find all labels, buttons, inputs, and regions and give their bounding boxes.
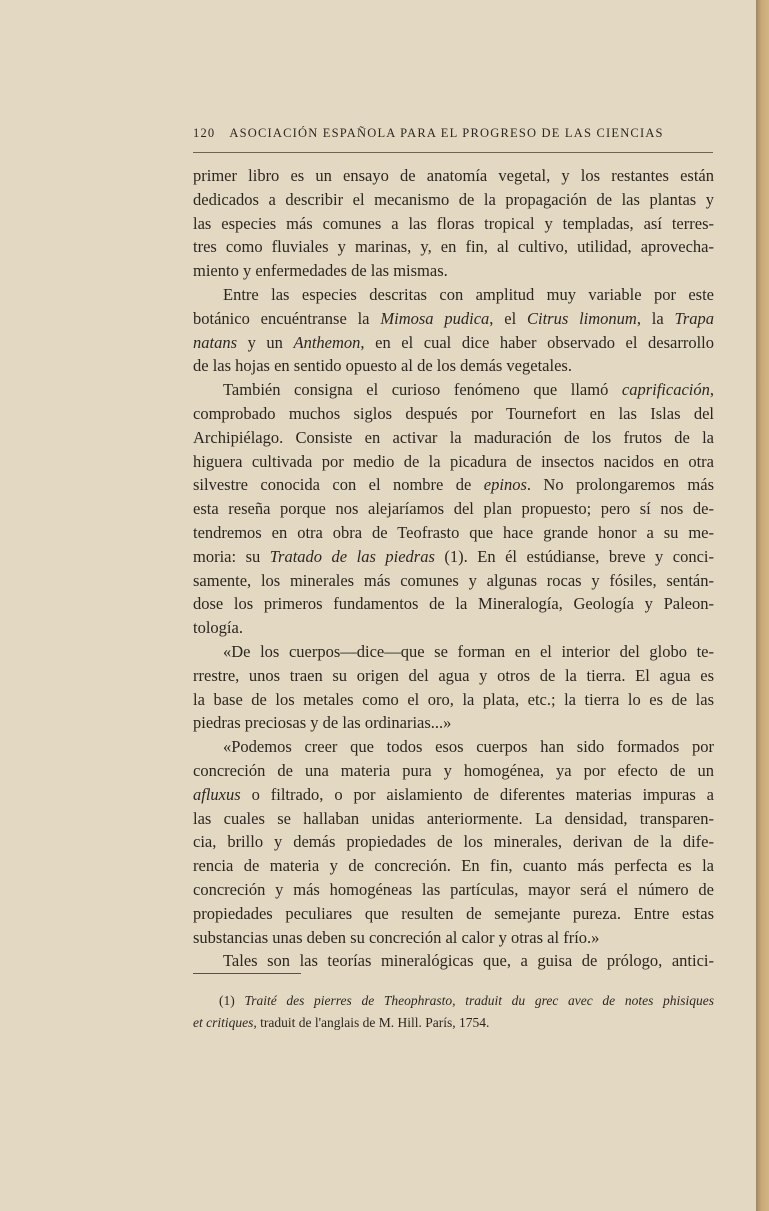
footnote-marker: (1) (219, 993, 235, 1008)
body-text (193, 164, 714, 973)
paragraph-1: primer libro es un ensayo de anatomía vegetal, y los restantes están dedicados a describir el mecanismo de la propagación de las plantas y las especies más comunes a las floras tropical y templadas, así terres- tres como fluviales y marinas, y, en fin, al cultivo, utilidad, aprovecha- (193, 166, 714, 257)
page-number: 120 (193, 126, 216, 140)
footnote (193, 990, 714, 1034)
paragraph-4: «De los cuerpos—dice—que se forman en el interior del globo te- rrestre, unos traen su origen del agua y otros de la tierra. El agua es la base de los metales como el oro, la plata, etc.; la tierra lo es de las (193, 641, 714, 709)
footnote-line-1 (193, 990, 714, 1012)
footnote-rule (193, 973, 301, 974)
paragraph-2: Entre las especies descritas con amplitud muy variable por este botánico encuéntranse la Mimosa pudica, el Citrus limonum, la Trapa natans y un Anthemon, en el cual dice haber observado el desarrollo (193, 284, 714, 352)
paragraph-3-end: tología. (193, 618, 243, 638)
paragraph-5: «Podemos creer que todos esos cuerpos han sido formados por concreción de una materia pura y homogénea, ya por efecto de un afluxus o filtrado, o por aislamiento de diferentes materias impuras a las cuales se hallaban unidas anteriormente. La densidad, transparen- cia, brillo y demás propiedades de los minerales, derivan de la dife- rencia de materia y de concreción. En fin, cuanto más perfecta es la concreción y más homogéneas las partículas, mayor será el número de propiedades peculiares que resulten de semejante pureza. Entre estas (193, 737, 714, 923)
footnote-line-2: et critiques, traduit de l'anglais de M. Hill. París, 1754. (193, 1015, 490, 1030)
footnote-title: Traité des pierres de Theophrasto, traduit du grec avec de notes phisiques (244, 993, 714, 1008)
paragraph-1-end: miento y enfermedades de las mismas. (193, 261, 448, 281)
paragraph-3: También consigna el curioso fenómeno que llamó caprificación, comprobado muchos siglos después por Tournefort en las Islas del Archipiélago. Consiste en activar la maduración de los frutos de la higuera cultivada por medio de la picadura de insectos nacidos en otra silvestre conocida con el nombre de epinos. No prolongaremos más esta reseña porque nos alejaríamos del plan propuesto; pero sí nos de- tendremos en otra obra de Teofrasto que hace grande honor a su me- moria: su Tratado de las piedras (1). En él estúdianse, breve y conci- samente, los minerales más comunes y algunas rocas y fósiles, sentán- dose los primeros fundamentos de la Mineralogía, Geología y Paleon- (193, 380, 715, 614)
paragraph-4-end: piedras preciosas y de las ordinarias...» (193, 713, 452, 733)
running-header (193, 126, 713, 141)
paragraph-5-end: substancias unas deben su concreción al calor y otras al frío.» (193, 927, 600, 947)
running-title: ASOCIACIÓN ESPAÑOLA PARA EL PROGRESO DE LAS CIENCIAS (229, 126, 664, 140)
paragraph-2-end: de las hojas en sentido opuesto al de los demás vegetales. (193, 356, 572, 376)
header-rule (193, 152, 713, 153)
book-edge (756, 0, 769, 1211)
paragraph-6: Tales son las teorías mineralógicas que, a guisa de prólogo, antici- (223, 951, 714, 971)
